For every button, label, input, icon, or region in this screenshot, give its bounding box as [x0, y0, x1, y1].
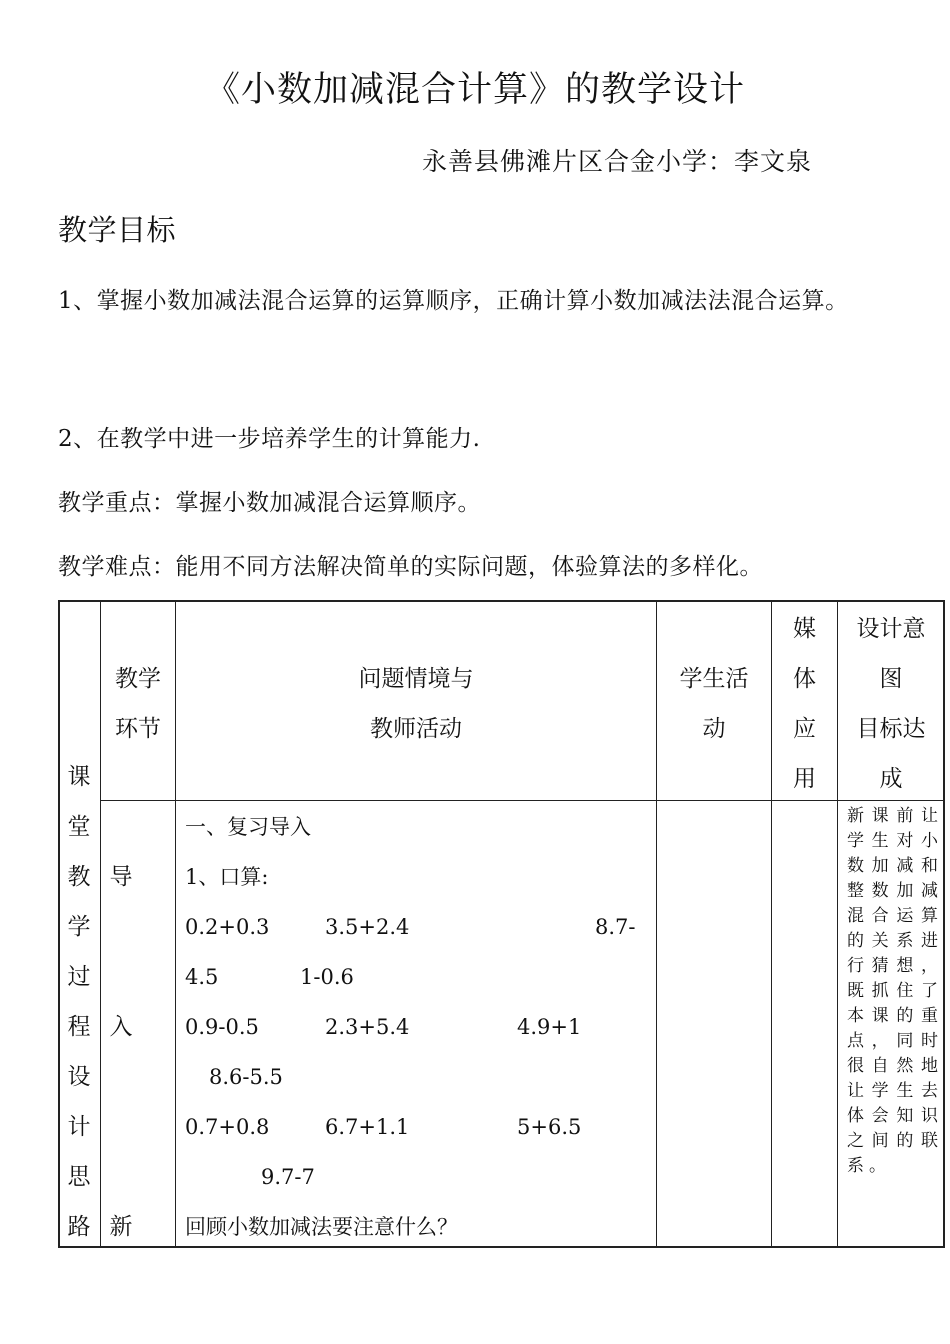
- goal-1: 1、掌握小数加减法混合运算的运算顺序，正确计算小数加减法法混合运算。: [58, 288, 849, 314]
- col-process-label: 课 堂 教 学 过 程 设 计 思 路: [67, 764, 91, 1240]
- expression: 0.9-0.5: [185, 1015, 259, 1039]
- design-intent-text: 新课前让学生对小数加减和整数加减混合运算的关系进行猜想，既抓住了本课的重点，同时很自然地让学生去体会知识之间的联系。: [847, 806, 943, 1176]
- goal-2: 2、在教学中进一步培养学生的计算能力.: [58, 426, 481, 452]
- header-student: 学生活 动: [679, 666, 749, 742]
- expression: 4.9+1: [517, 1015, 582, 1039]
- expression: 3.5+2.4: [325, 915, 410, 939]
- expression: 5+6.5: [517, 1115, 582, 1139]
- lesson-design-table: [58, 600, 945, 1248]
- expression: 8.7-: [595, 915, 636, 939]
- difficult-point: 教学难点：能用不同方法解决简单的实际问题，体验算法的多样化。: [58, 554, 763, 580]
- header-problem: 问题情境与 教师活动: [358, 666, 474, 742]
- header-media: 媒 体 应 用: [793, 616, 816, 792]
- expression: 6.7+1.1: [325, 1115, 410, 1139]
- content-sub: 1、口算:: [185, 865, 269, 889]
- expression: 1-0.6: [300, 965, 354, 989]
- content-question: 回顾小数加减法要注意什么？: [185, 1215, 458, 1239]
- page-title: 《小数加减混合计算》的教学设计: [204, 70, 745, 110]
- expression: 0.2+0.3: [185, 915, 270, 939]
- key-point: 教学重点：掌握小数加减混合运算顺序。: [58, 490, 481, 516]
- header-stage: 教学 环节: [115, 666, 161, 742]
- stage-char: 新: [109, 1214, 133, 1240]
- expression: 4.5: [185, 965, 219, 989]
- expression: 8.6-5.5: [209, 1065, 283, 1089]
- stage-char: 入: [109, 1014, 133, 1040]
- expression: 2.3+5.4: [325, 1015, 410, 1039]
- expression: 0.7+0.8: [185, 1115, 270, 1139]
- expression: 9.7-7: [261, 1165, 315, 1189]
- header-design: 设计意 图 目标达 成: [856, 616, 926, 792]
- content-heading: 一、复习导入: [185, 815, 311, 839]
- author-line: 永善县佛滩片区合金小学：李文泉: [421, 147, 812, 176]
- stage-char: 导: [109, 864, 133, 890]
- problem-content: [185, 802, 655, 1252]
- section-heading: 教学目标: [58, 213, 177, 247]
